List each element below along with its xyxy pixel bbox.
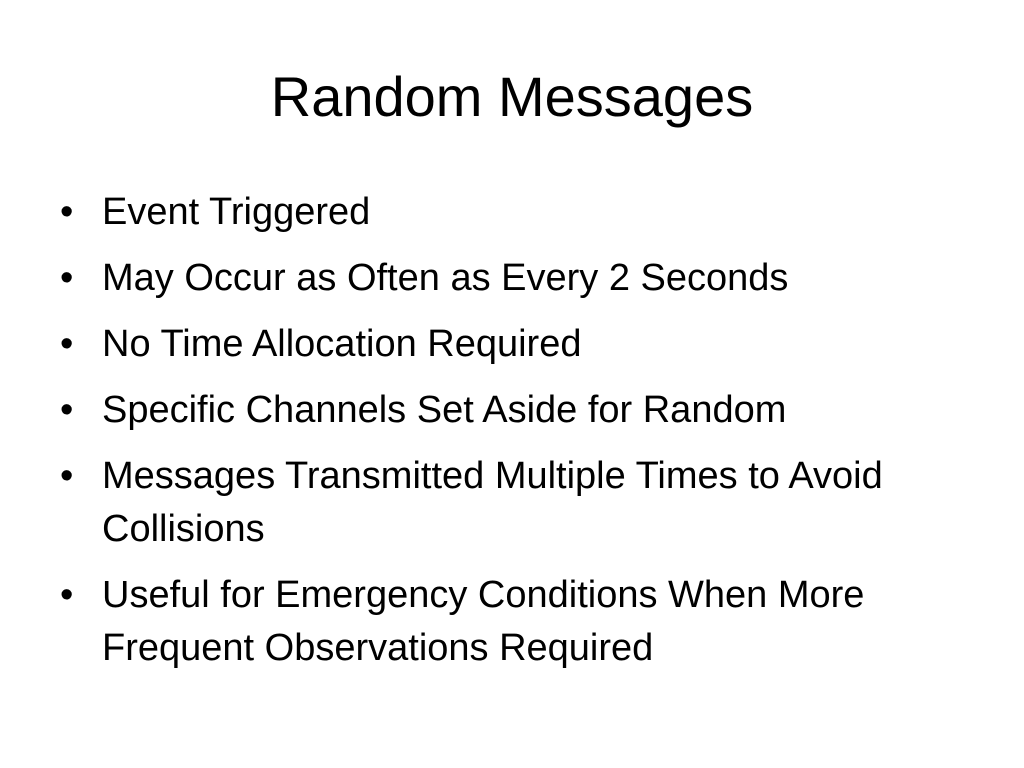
bullet-marker: • <box>60 323 74 365</box>
bullet-item <box>60 252 960 305</box>
bullet-text: Useful for Emergency Conditions When More Frequent Observations Required <box>102 574 865 669</box>
bullet-item <box>60 450 960 556</box>
slide-title: Random Messages <box>270 65 754 128</box>
bullet-marker: • <box>60 455 74 497</box>
bullet-list <box>60 186 960 688</box>
bullet-text: May Occur as Often as Every 2 Seconds <box>102 257 789 299</box>
bullet-text: Messages Transmitted Multiple Times to Avoid Collisions <box>102 455 883 550</box>
bullet-item <box>60 569 960 675</box>
bullet-marker: • <box>60 191 74 233</box>
bullet-text: Event Triggered <box>102 191 371 233</box>
bullet-text: No Time Allocation Required <box>102 323 582 365</box>
bullet-marker: • <box>60 257 74 299</box>
bullet-text: Specific Channels Set Aside for Random <box>102 389 787 431</box>
bullet-marker: • <box>60 574 74 616</box>
bullet-item <box>60 318 960 371</box>
bullet-item <box>60 186 960 239</box>
bullet-marker: • <box>60 389 74 431</box>
bullet-item <box>60 384 960 437</box>
